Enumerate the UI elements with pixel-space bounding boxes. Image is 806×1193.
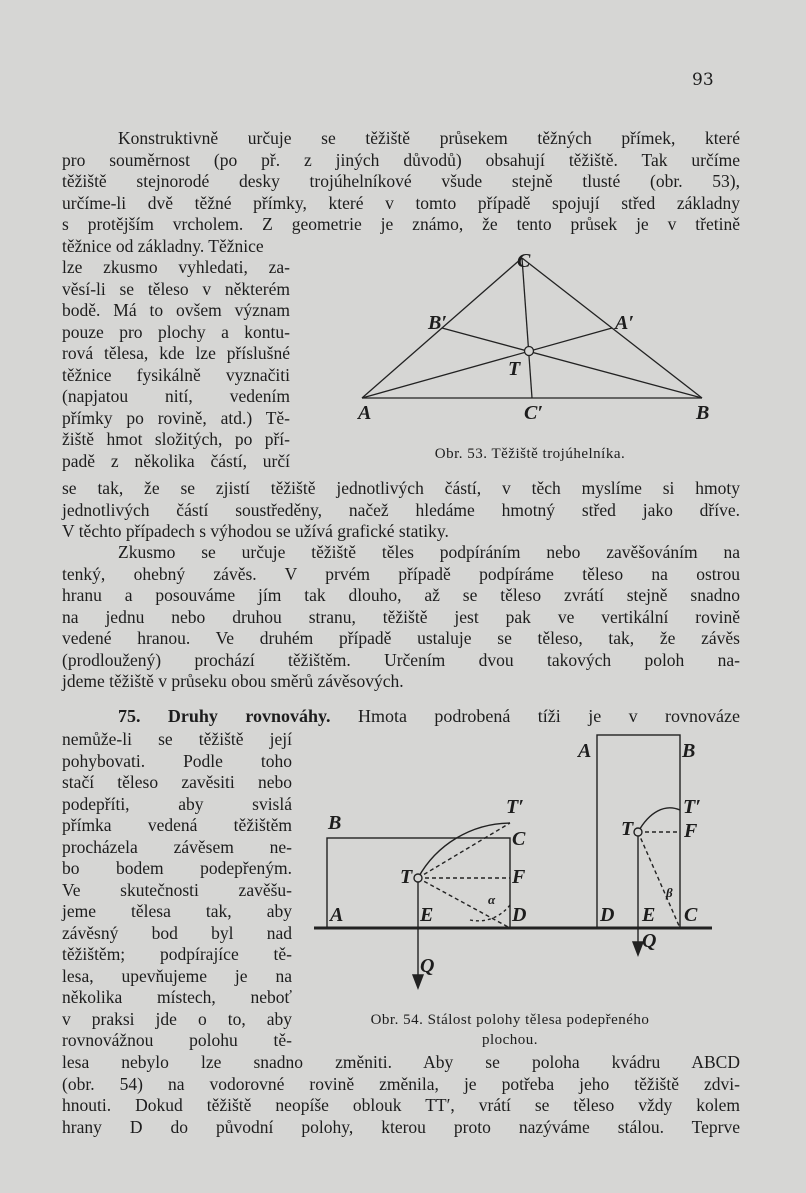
text-line: Ve skutečnosti zavěšu-	[62, 879, 292, 900]
fig54-label-c: C	[512, 828, 526, 850]
fig54b-label-c: C	[684, 904, 698, 926]
text-line: jeme tělesa tak, aby	[62, 901, 292, 921]
text-line: bo bodem podepřeným.	[62, 858, 292, 878]
text-line: (prodloužený) prochází těžištěm. Určením dvou takových poloh na-	[62, 649, 740, 670]
fig53-label-t: T	[508, 358, 521, 380]
fig54-label-alpha: α	[488, 892, 496, 907]
text-line: Zkusmo se určuje těžiště těles podpíráním nebo zavěšováním na	[118, 542, 740, 562]
fig53-label-a: A	[358, 402, 372, 424]
text-line: závěsný bod byl nad	[62, 922, 292, 943]
text-line: Hmota podrobená tíži je v rovnováze	[357, 706, 740, 726]
text-line: určíme-li dvě těžné přímky, které v tomto případě spojují střed základny	[62, 192, 740, 213]
text-line: hrany D do původní polohy, kterou proto nazýváme stálou. Teprve	[62, 1116, 740, 1137]
text-line: procházela závěsem ne-	[62, 836, 292, 857]
text-line: podepříti, aby svislá	[62, 793, 292, 814]
text-line: žiště hmot složitých, po pří-	[62, 429, 290, 449]
text-line: lze zkusmo vyhledati, za-	[62, 257, 290, 277]
text-line: lesa, upevňujeme je na	[62, 965, 292, 986]
text-line: několika místech, neboť	[62, 987, 292, 1007]
text-line: pouze pro plochy a kontu-	[62, 321, 290, 342]
text-line: těžištěm; podpírajíce tě-	[62, 944, 292, 964]
fig53-label-b: B	[696, 402, 710, 424]
fig54-label-t1: T′	[506, 796, 524, 818]
fig54b-label-beta: β	[666, 885, 673, 900]
fig54b-label-t1: T′	[683, 796, 701, 818]
fig54-label-b: B	[328, 812, 342, 834]
text-line: hnouti. Dokud těžiště neopíše oblouk TT′, vrátí se těleso vždy kolem	[62, 1095, 740, 1115]
text-line: pohybovati. Podle toho	[62, 750, 292, 771]
text-line: nemůže-li se těžiště její	[62, 729, 292, 749]
fig54-label-a: A	[330, 904, 344, 926]
text-line: (obr. 54) na vodorovné rovině změnila, je potřeba jeho těžiště zdvi-	[62, 1073, 740, 1094]
fig54b-label-d: D	[600, 904, 615, 926]
text-line: rovnovážnou polohu tě-	[62, 1030, 292, 1050]
fig54-label-e: E	[420, 904, 434, 926]
fig54-label-t: T	[400, 866, 413, 888]
page-number: 93	[692, 70, 714, 90]
section-heading: 75. Druhy rovnováhy.	[118, 706, 331, 726]
text-line: lesa nebylo lze snadno změniti. Aby se poloha kvádru ABCD	[62, 1052, 740, 1072]
text-line: stačí těleso zavěsiti nebo	[62, 772, 292, 792]
fig53-label-a1: A′	[615, 312, 634, 334]
text-line: vedené hranou. Ve druhém případě ustaluje se těleso, tak, že závěs	[62, 628, 740, 648]
fig54-label-q: Q	[420, 955, 435, 977]
text-line: bodě. Má to ovšem význam	[62, 300, 290, 320]
text-line: těžnice fysikálně vyznačiti	[62, 364, 290, 385]
text-line: pro souměrnost (po př. z jiných důvodů) obsahují těžiště. Tak určíme	[62, 149, 740, 170]
text-line: Konstruktivně určuje se těžiště průsekem těžných přímek, které	[118, 128, 740, 148]
text-line: rová tělesa, kde lze příslušné	[62, 343, 290, 363]
fig54b-label-b: B	[682, 740, 696, 762]
text-line: těžnice od základny. Těžnice	[62, 235, 264, 256]
text-line: se tak, že se zjistí těžiště jednotlivých částí, v těch myslíme si hmoty	[62, 478, 740, 498]
text-line: hranu a posouváme jím tak dlouho, až se těleso zvrátí stejně snadno	[62, 585, 740, 605]
text-line: věsí-li se těleso v některém	[62, 278, 290, 299]
fig54b-label-f: F	[684, 820, 698, 842]
fig54-caption-line1: Obr. 54. Stálost polohy tělesa podepřeného	[370, 1012, 650, 1028]
fig54-caption-line2: plochou.	[481, 1032, 539, 1048]
text-line: v praksi jde o to, aby	[62, 1008, 292, 1029]
fig53-label-b1: B′	[428, 312, 447, 334]
text-line: s protějším vrcholem. Z geometrie je známo, že tento průsek je v třetině	[62, 214, 740, 234]
fig54b-label-q: Q	[642, 930, 657, 952]
text-line: přímka vedená těžištěm	[62, 815, 292, 835]
fig54-label-f: F	[512, 866, 526, 888]
fig53-label-c: C	[517, 250, 531, 272]
text-line: na jednu nebo druhou stranu, těžiště jest pak ve vertikální rovině	[62, 606, 740, 627]
fig54-label-d: D	[512, 904, 527, 926]
text-line: přímky po rovině, atd.) Tě-	[62, 407, 290, 428]
fig54b-label-t: T	[621, 818, 634, 840]
fig54b-label-a: A	[578, 740, 592, 762]
fig53-label-c1: C′	[524, 402, 543, 424]
text-line: V těchto případech s výhodou se užívá grafické statiky.	[62, 521, 449, 541]
text-line: padě z několika částí, určí	[62, 450, 290, 471]
text-line: těžiště stejnorodé desky trojúhelníkové všude stejně tlusté (obr. 53),	[62, 171, 740, 191]
text-line: tenký, ohebný závěs. V prvém případě podpíráme těleso na ostrou	[62, 563, 740, 584]
text-line: jednotlivých částí soustředěny, načež hledáme hmotný střed jako dříve.	[62, 499, 740, 520]
text-line: (napjatou nití, vedením	[62, 386, 290, 406]
fig53-caption: Obr. 53. Těžiště trojúhelníka.	[434, 446, 626, 462]
fig54b-label-e: E	[642, 904, 656, 926]
text-line: jdeme těžiště v průseku obou směrů závěsových.	[62, 671, 404, 691]
